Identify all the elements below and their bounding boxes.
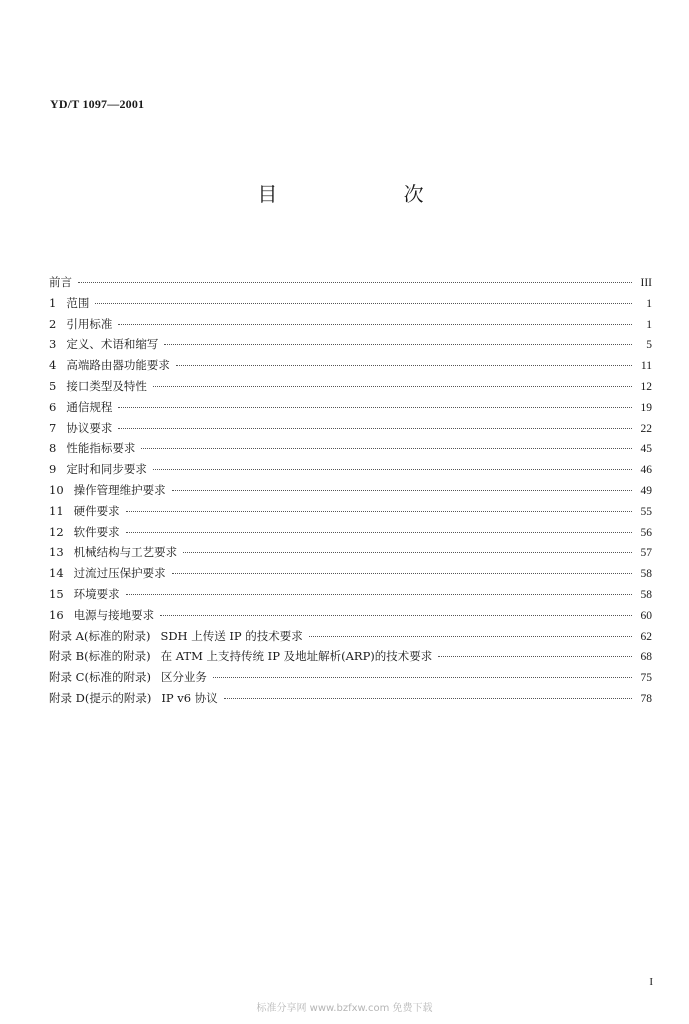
toc-entry-number: 15 bbox=[49, 586, 64, 601]
toc-leader-dots bbox=[95, 303, 632, 304]
toc-entry-label bbox=[49, 355, 170, 376]
toc-leader-dots bbox=[224, 698, 632, 699]
toc-entry-number: 4 bbox=[49, 358, 57, 373]
toc-entry-text: 硬件要求 bbox=[73, 503, 120, 518]
table-of-contents bbox=[49, 272, 652, 709]
toc-entry-label bbox=[49, 522, 120, 543]
toc-entry-label bbox=[49, 480, 166, 501]
page-number: I bbox=[649, 976, 653, 988]
toc-entry-number: 附录 C(标准的附录) bbox=[49, 670, 151, 685]
toc-entry-text: 定义、术语和缩写 bbox=[66, 337, 159, 352]
standard-code: YD/T 1097—2001 bbox=[50, 97, 145, 111]
toc-entry-page: 60 bbox=[640, 609, 652, 622]
toc-entry-label bbox=[49, 501, 120, 522]
toc-entry[interactable] bbox=[49, 605, 652, 626]
toc-entry-page: 22 bbox=[640, 422, 652, 435]
toc-leader-dots bbox=[213, 677, 632, 678]
toc-entry-number: 附录 D(提示的附录) bbox=[49, 690, 152, 705]
toc-leader-dots bbox=[78, 282, 632, 283]
toc-entry-text: 前言 bbox=[49, 275, 72, 289]
toc-entry[interactable] bbox=[49, 688, 652, 709]
toc-entry[interactable] bbox=[49, 563, 652, 584]
toc-entry-page: 55 bbox=[640, 505, 652, 518]
toc-entry-label bbox=[49, 667, 207, 688]
toc-entry-label bbox=[49, 397, 112, 418]
toc-entry[interactable] bbox=[49, 272, 652, 293]
toc-entry-text: 电源与接地要求 bbox=[73, 607, 155, 622]
toc-entry-text: 环境要求 bbox=[73, 586, 120, 601]
toc-entry-text: 接口类型及特性 bbox=[66, 378, 147, 393]
toc-entry-label bbox=[49, 334, 158, 355]
toc-leader-dots bbox=[126, 511, 632, 512]
toc-entry[interactable] bbox=[49, 667, 652, 688]
toc-entry[interactable] bbox=[49, 438, 652, 459]
toc-leader-dots bbox=[172, 573, 632, 574]
toc-entry[interactable] bbox=[49, 501, 652, 522]
toc-entry-page: 58 bbox=[640, 588, 652, 601]
toc-entry-page: 62 bbox=[640, 630, 652, 643]
toc-entry[interactable] bbox=[49, 459, 652, 480]
toc-entry-label bbox=[49, 584, 120, 605]
toc-entry-text: 引用标准 bbox=[66, 316, 113, 331]
toc-entry[interactable] bbox=[49, 542, 652, 563]
toc-entry[interactable] bbox=[49, 334, 652, 355]
toc-entry-page: 58 bbox=[640, 568, 652, 581]
toc-entry-page: 68 bbox=[640, 651, 652, 664]
toc-leader-dots bbox=[160, 615, 632, 616]
toc-entry-text: 高端路由器功能要求 bbox=[66, 358, 170, 373]
toc-leader-dots bbox=[126, 532, 632, 533]
toc-entry-label bbox=[49, 646, 432, 667]
toc-leader-dots bbox=[164, 344, 632, 345]
toc-entry-page: 56 bbox=[640, 526, 652, 539]
toc-leader-dots bbox=[126, 594, 632, 595]
toc-entry-page: 75 bbox=[640, 672, 652, 685]
toc-entry-label bbox=[49, 688, 218, 709]
toc-leader-dots bbox=[309, 636, 632, 637]
toc-entry-text: 软件要求 bbox=[73, 524, 120, 539]
toc-entry-page: 11 bbox=[640, 360, 652, 373]
toc-entry-number: 8 bbox=[49, 441, 57, 456]
watermark: 标准分享网 www.bzfxw.com 免费下载 bbox=[256, 1003, 433, 1014]
toc-leader-dots bbox=[153, 386, 632, 387]
toc-leader-dots bbox=[176, 365, 632, 366]
toc-entry-number: 9 bbox=[49, 462, 57, 477]
toc-entry-number: 6 bbox=[49, 399, 57, 414]
toc-entry-text: 通信规程 bbox=[66, 399, 113, 414]
toc-entry-text: 协议要求 bbox=[66, 420, 113, 435]
toc-entry-number: 附录 A(标准的附录) bbox=[49, 628, 151, 643]
toc-entry[interactable] bbox=[49, 314, 652, 335]
toc-entry[interactable] bbox=[49, 293, 652, 314]
toc-entry-label bbox=[49, 293, 89, 314]
toc-entry-label bbox=[49, 605, 154, 626]
toc-entry-label bbox=[49, 459, 147, 480]
toc-entry-page: 19 bbox=[640, 401, 652, 414]
toc-leader-dots bbox=[118, 407, 632, 408]
toc-entry-label bbox=[49, 314, 112, 335]
toc-leader-dots bbox=[141, 448, 632, 449]
toc-entry-text: 机械结构与工艺要求 bbox=[73, 545, 178, 560]
toc-entry-label bbox=[49, 438, 135, 459]
toc-entry-page: 5 bbox=[646, 339, 652, 352]
toc-entry[interactable] bbox=[49, 584, 652, 605]
toc-entry[interactable] bbox=[49, 418, 652, 439]
toc-entry-label bbox=[49, 376, 147, 397]
toc-entry-number: 3 bbox=[49, 337, 57, 352]
toc-entry-number: 附录 B(标准的附录) bbox=[49, 649, 151, 664]
toc-entry-text: 定时和同步要求 bbox=[66, 462, 147, 477]
toc-entry-label bbox=[49, 563, 166, 584]
toc-entry-page: 1 bbox=[646, 297, 652, 310]
toc-entry[interactable] bbox=[49, 522, 652, 543]
toc-entry-number: 7 bbox=[49, 420, 57, 435]
toc-entry-page: 78 bbox=[640, 692, 652, 705]
toc-entry-number: 12 bbox=[49, 524, 64, 539]
toc-entry-number: 14 bbox=[49, 566, 64, 581]
toc-entry-label bbox=[49, 418, 112, 439]
toc-entry-page: 12 bbox=[640, 380, 652, 393]
toc-entry-number: 5 bbox=[49, 378, 57, 393]
toc-entry-label bbox=[49, 542, 177, 563]
toc-entry-label bbox=[49, 626, 303, 647]
toc-entry-text: 区分业务 bbox=[160, 670, 207, 685]
toc-entry-text: 性能指标要求 bbox=[66, 441, 136, 456]
toc-entry[interactable] bbox=[49, 480, 652, 501]
toc-entry-label bbox=[49, 272, 72, 293]
toc-entry[interactable] bbox=[49, 376, 652, 397]
toc-entry-number: 2 bbox=[49, 316, 57, 331]
toc-entry[interactable] bbox=[49, 646, 652, 667]
toc-leader-dots bbox=[438, 656, 632, 657]
toc-entry[interactable] bbox=[49, 626, 652, 647]
toc-entry-number: 13 bbox=[49, 545, 64, 560]
toc-entry-page: 45 bbox=[640, 443, 652, 456]
toc-entry-text: IP v6 协议 bbox=[161, 690, 218, 705]
toc-leader-dots bbox=[118, 324, 632, 325]
toc-entry-number: 10 bbox=[49, 482, 64, 497]
toc-title: 目 次 bbox=[257, 182, 484, 206]
toc-entry-number: 16 bbox=[49, 607, 64, 622]
toc-entry-text: 在 ATM 上支持传统 IP 及地址解析(ARP)的技术要求 bbox=[160, 649, 433, 664]
toc-entry-page: 57 bbox=[640, 547, 652, 560]
toc-entry-number: 11 bbox=[49, 503, 64, 518]
toc-entry-text: SDH 上传送 IP 的技术要求 bbox=[160, 628, 303, 643]
toc-entry-number: 1 bbox=[49, 295, 57, 310]
toc-entry-page: 1 bbox=[646, 318, 652, 331]
toc-entry-text: 范围 bbox=[66, 295, 90, 310]
toc-leader-dots bbox=[118, 428, 632, 429]
toc-entry-text: 操作管理维护要求 bbox=[73, 482, 166, 497]
toc-leader-dots bbox=[153, 469, 632, 470]
toc-leader-dots bbox=[172, 490, 632, 491]
toc-entry-page: 49 bbox=[640, 484, 652, 497]
toc-entry-text: 过流过压保护要求 bbox=[73, 566, 166, 581]
toc-entry[interactable] bbox=[49, 397, 652, 418]
toc-entry[interactable] bbox=[49, 355, 652, 376]
toc-leader-dots bbox=[183, 552, 632, 553]
toc-entry-page: III bbox=[640, 277, 652, 289]
toc-entry-page: 46 bbox=[640, 464, 652, 477]
